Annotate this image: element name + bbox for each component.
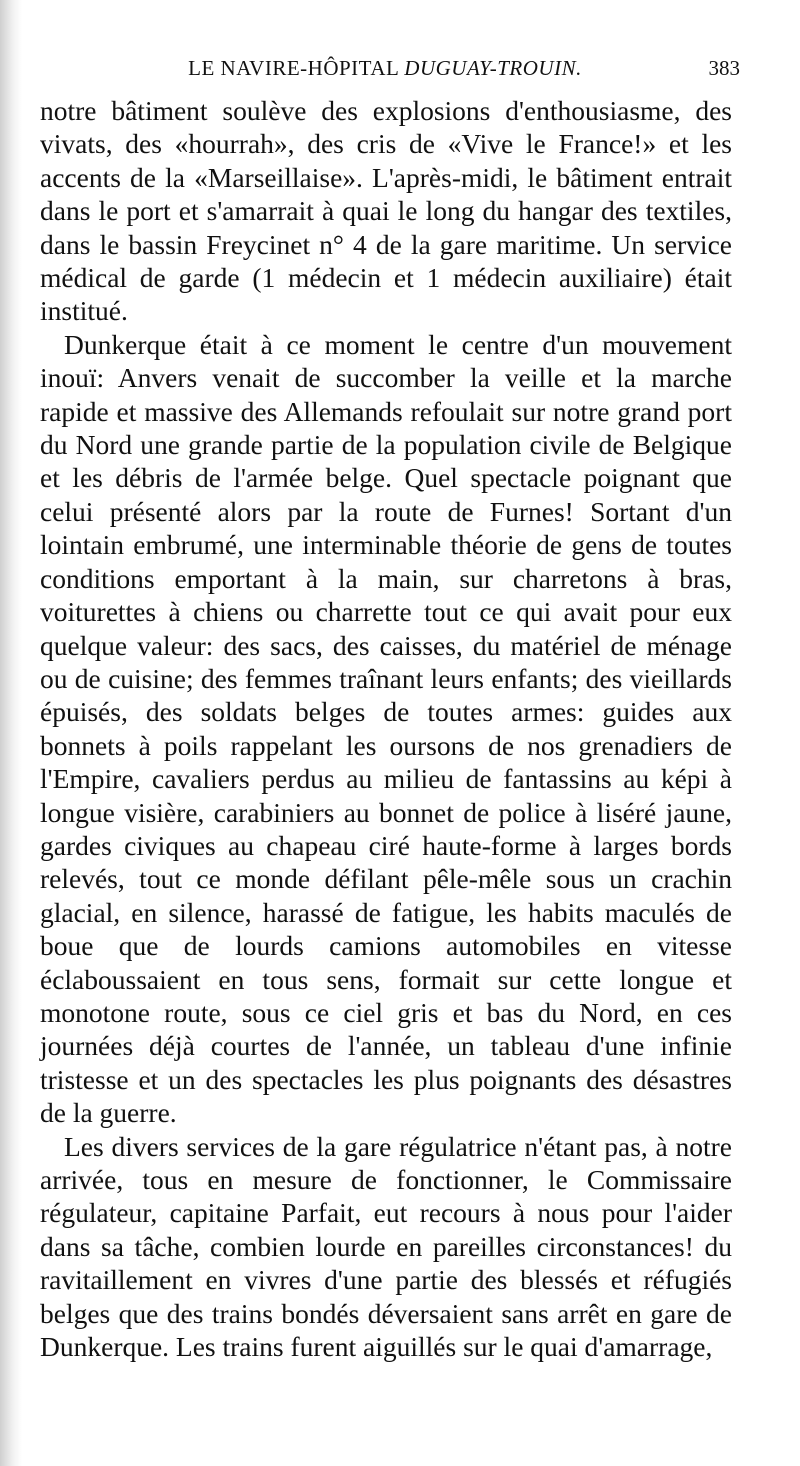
running-title: LE NAVIRE-HÔPITAL	[188, 56, 399, 80]
page-edge-shadow	[0, 0, 22, 1466]
paragraph-dunkerque: Dunkerque était à ce moment le centre d'un mouvement inouï: Anvers venait de succomber la veille et la marche rapide et massive des Allemands refoulait sur notre grand port du Nord une grande partie de la population civile de Belgique et les débris de l'armée belge. Quel spectacle poignant que celui présenté alors par la route de Furnes! Sortant d'un lointain embrumé, une interminable théorie de gens de toutes conditions emportant à la main, sur charretons à bras, voiturettes à chiens ou charrette tout ce qui avait pour eux quelque valeur: des sacs, des caisses, du matériel de ménage ou de cuisine; des femmes traînant leurs enfants; des vieillards épuisés, des soldats belges de toutes armes: guides aux bonnets à poils rappelant les oursons de nos grenadiers de l'Empire, cavaliers perdus au milieu de fantassins au képi à longue visière, carabiniers au bonnet de police à liséré jaune, gardes civiques au chapeau ciré haute-forme à larges bords relevés, tout ce monde défilant pêle-mêle sous un crachin glacial, en silence, harassé de fatigue, les habits maculés de boue que de lourds camions automobiles en vitesse éclaboussaient en tous sens, formait sur cette longue et monotone route, sous ce ciel gris et bas du Nord, en ces journées déjà courtes de l'année, un tableau d'une infinie tristesse et un des spectacles les plus poignants des désastres de la guerre.	[40, 328, 732, 1129]
page-body	[40, 94, 732, 1363]
paragraph-continued: notre bâtiment soulève des explosions d'enthousiasme, des vivats, des «hourrah», des cris de «Vive le France!» et les accents de la «Marseillaise». L'après-midi, le bâtiment entrait dans le port et s'amarrait à quai le long du hangar des textiles, dans le bassin Freycinet n° 4 de la gare maritime. Un service médical de garde (1 médecin et 1 médecin auxiliaire) était institué.	[40, 95, 732, 327]
page-number: 383	[708, 56, 740, 80]
running-head	[150, 56, 620, 81]
paragraph-services: Les divers services de la gare régulatrice n'étant pas, à notre arrivée, tous en mesure de fonctionner, le Commissaire régulateur, capitaine Parfait, eut recours à nous pour l'aider dans sa tâche, combien lourde en pareilles circonstances! du ravitaillement en vivres d'une partie des blessés et réfugiés belges que des trains bondés déversaient sans arrêt en gare de Dunkerque. Les trains furent aiguillés sur le quai d'amarrage,	[40, 1130, 732, 1363]
ship-name: DUGUAY-TROUIN.	[404, 56, 582, 80]
